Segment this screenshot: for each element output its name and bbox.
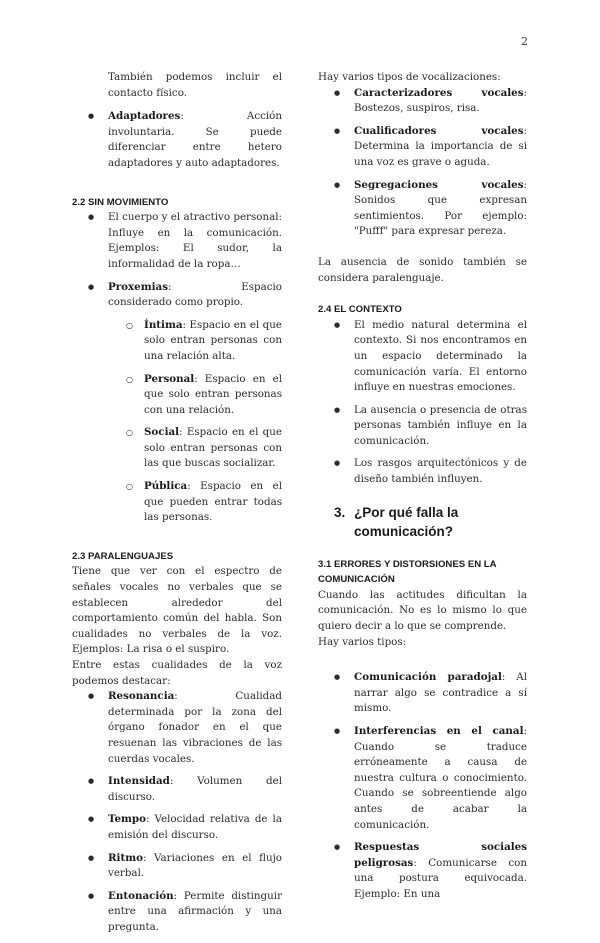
list-item: ● Segregaciones vocales: Sonidos que expresan sentimientos. Por ejemplo: "Pufff" para expresar pereza. — [318, 178, 527, 240]
list-item: ● Entonación: Permite distinguir entre una afirmación y una pregunta. — [72, 889, 282, 936]
sin-movimiento-list — [72, 210, 282, 526]
list-item: ● Respuestas sociales peligrosas: Comunicarse con una postura equivocada. Ejemplo: En una — [318, 840, 527, 902]
proxemias-sublist — [108, 318, 282, 526]
errores-list — [318, 670, 527, 902]
paragraph: Entre estas cualidades de la voz podemos destacar: — [72, 659, 282, 687]
sublist-item: ○ Personal: Espacio en el que solo entran personas con una relación. — [108, 372, 282, 419]
list-item: ● La ausencia o presencia de otras personas también influye en la comunicación. — [318, 403, 527, 450]
page-number: 2 — [521, 35, 528, 48]
list-item: ● Ritmo: Variaciones en el flujo verbal. — [72, 851, 282, 882]
section-heading-errores: 3.1 ERRORES Y DISTORSIONES EN LA COMUNICACIÓN — [318, 558, 497, 586]
section-heading-paralenguajes: 2.3 PARALENGUAJES — [72, 550, 174, 562]
paragraph: La ausencia de sonido también se considera paralenguaje. — [318, 255, 527, 284]
adaptadores-list — [72, 109, 282, 171]
paralenguajes-list — [72, 689, 282, 935]
list-item: ● Intensidad: Volumen del discurso. — [72, 774, 282, 805]
sublist-item: ○ Íntima: Espacio en el que solo entran personas con una relación alta. — [108, 318, 282, 365]
list-item: ● Comunicación paradojal: Al narrar algo se contradice a sí mismo. — [318, 670, 527, 717]
paragraph: Tiene que ver con el espectro de señales vocales no verbales que se establecen alrededor del comportamiento común del habla. Son cualidades no verbales de la voz. Ejemplos: La risa o el suspiro. — [72, 565, 282, 656]
vocalizaciones-list — [318, 86, 527, 240]
section-heading-contexto: 2.4 EL CONTEXTO — [318, 304, 402, 316]
section-heading-sin-movimiento: 2.2 SIN MOVIMIENTO — [72, 196, 169, 208]
section-3-heading: 3. ¿Por qué falla la comunicación? — [334, 504, 459, 539]
paragraph: Hay varios tipos de vocalizaciones: — [318, 71, 501, 83]
paragraph: Hay varios tipos: — [318, 635, 407, 648]
right-column — [318, 70, 527, 910]
sublist-item: ○ Pública: Espacio en el que pueden entrar todas las personas. — [108, 479, 282, 526]
left-column — [72, 70, 282, 943]
list-item: ● Resonancia: Cualidad determinada por la zona del órgano fonador en el que resuenan las vibraciones de las cuerdas vocales. — [72, 689, 282, 767]
list-item: ● El medio natural determina el contexto. Si nos encontramos en un espacio determinado la comunicación varía. El entorno influye en nuestras emociones. — [318, 318, 527, 396]
contexto-list — [318, 318, 527, 488]
list-item: ● Tempo: Velocidad relativa de la emisión del discurso. — [72, 812, 282, 843]
list-item: ● Los rasgos arquitectónicos y de diseño también influyen. — [318, 456, 527, 487]
contacto-fisico-continuation: También podemos incluir el contacto físico. — [108, 71, 282, 99]
sublist-item: ○ Social: Espacio en el que solo entran personas con las que buscas socializar. — [108, 425, 282, 472]
list-item: ● Cualificadores vocales: Determina la importancia de si una voz es grave o aguda. — [318, 124, 527, 171]
list-item: ● Caracterizadores vocales: Bostezos, suspiros, risa. — [318, 86, 527, 117]
paragraph: Cuando las actitudes dificultan la comunicación. No es lo mismo lo que quiero decir a lo que se comprende. — [318, 588, 527, 633]
list-item: ● El cuerpo y el atractivo personal: Influye en la comunicación. Ejemplos: El sudor, la informalidad de la ropa… — [72, 210, 282, 272]
list-item: ● Proxemias: Espacio considerado como propio. ○ Íntima: Espacio en el que solo entran personas con una relación alta. ○ Personal: Espacio en el que solo entran personas con una relación. ○ Social: Espacio en el que solo entran personas con las que buscas socializar. ○ Pública: Espacio en el que pueden entrar todas las personas. — [72, 280, 282, 526]
list-item: ● Interferencias en el canal: Cuando se traduce erróneamente a causa de nuestra cultura o conocimiento. Cuando se sobreentiende algo antes de acabar la comunicación. — [318, 724, 527, 833]
list-item: ● Adaptadores: Acción involuntaria. Se puede diferenciar entre hetero adaptadores y auto adaptadores. — [72, 109, 282, 171]
